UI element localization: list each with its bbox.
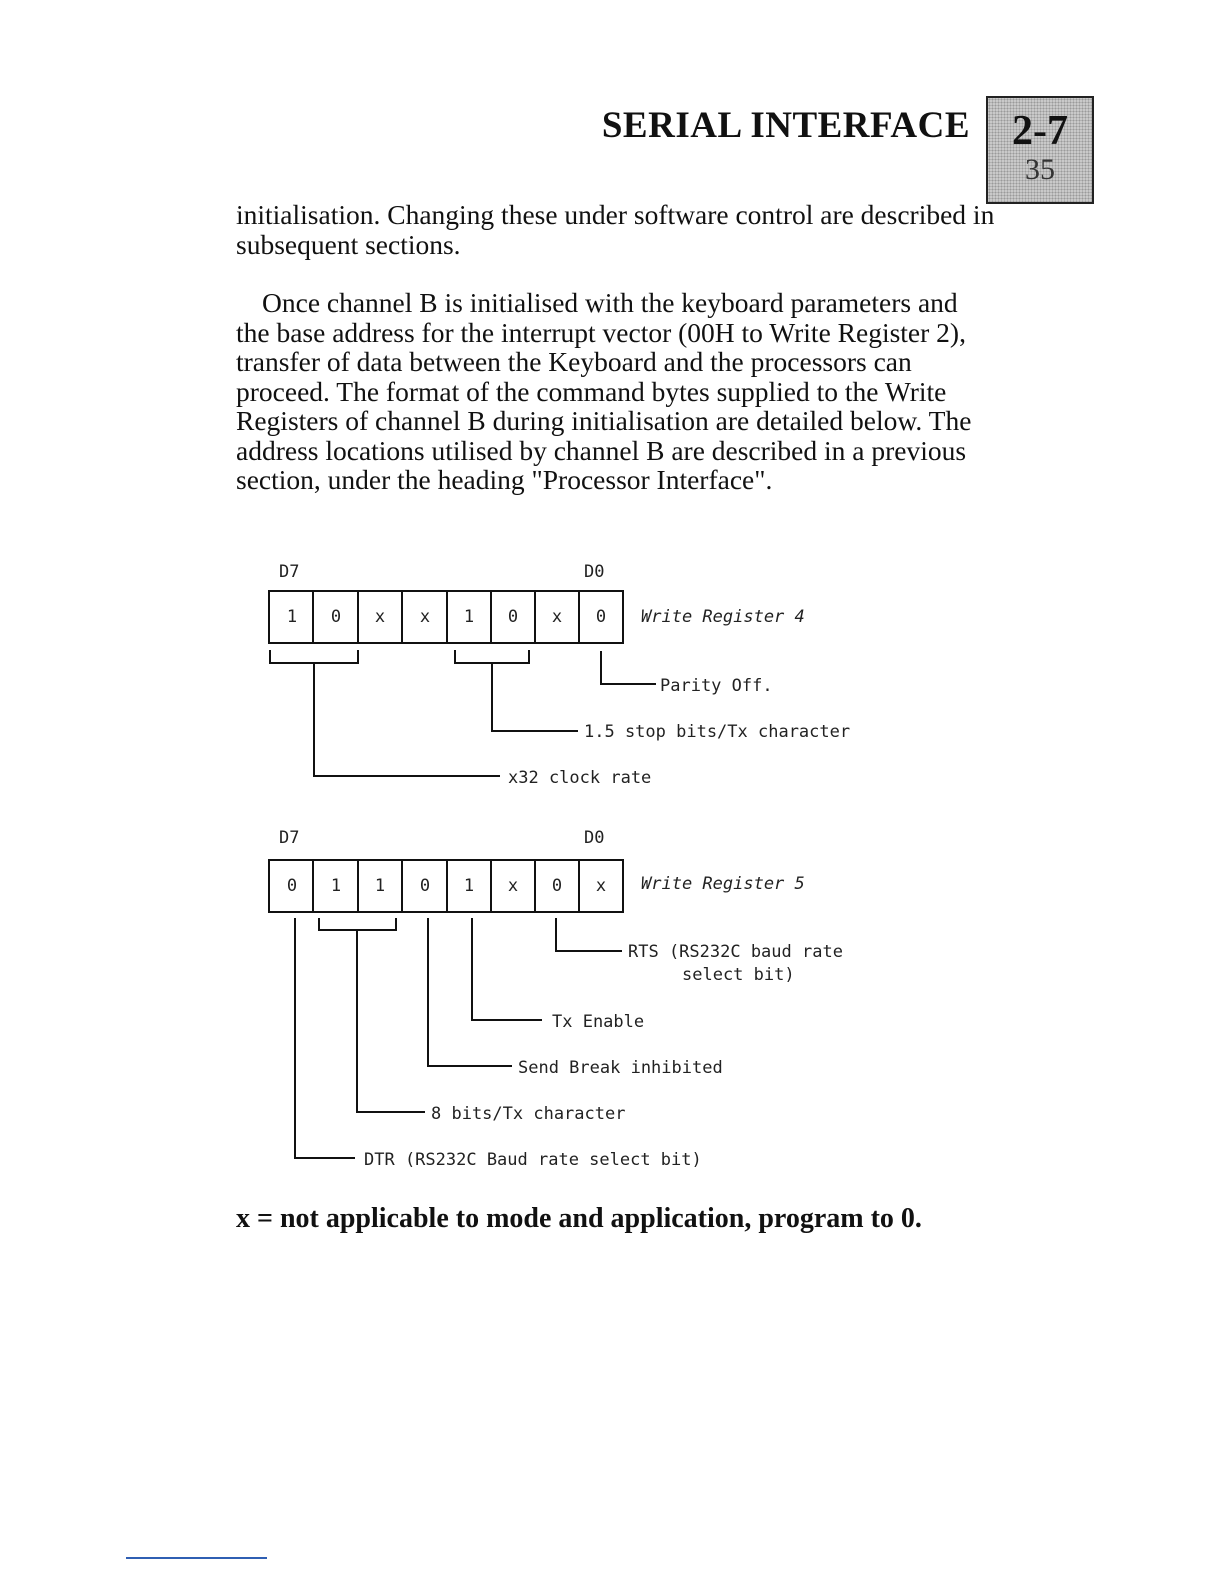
footnote-x-legend: x = not applicable to mode and application, program to 0. [236, 1203, 922, 1234]
wr5-bit-2: x [507, 876, 519, 896]
wr5-bit-4: 0 [419, 876, 431, 896]
wr4-annotation-stop-bits: 1.5 stop bits/Tx character [584, 722, 851, 742]
wr5-annotation-rts: RTS (RS232C baud rate [628, 942, 843, 962]
wr4-bit-3: 1 [463, 607, 475, 627]
page-number: 35 [1025, 153, 1055, 186]
wr5-bit-1: 0 [551, 876, 563, 896]
wr4-register-label: Write Register 4 [641, 607, 805, 627]
wr5-annotation-send-break: Send Break inhibited [518, 1058, 723, 1078]
wr4-bit-6: 0 [330, 607, 342, 627]
wr5-msb-label: D7 [279, 828, 300, 848]
wr4-lsb-label: D0 [584, 562, 605, 582]
wr5-lsb-label: D0 [584, 828, 605, 848]
wr5-bit-6: 1 [330, 876, 342, 896]
section-number: 2-7 [1012, 108, 1068, 154]
wr5-register-label: Write Register 5 [641, 874, 805, 894]
wr5-annotation-tx-enable: Tx Enable [552, 1012, 645, 1032]
wr4-bit-5: x [374, 607, 386, 627]
wr4-bit-0: 0 [595, 607, 607, 627]
wr4-bit-2: 0 [507, 607, 519, 627]
wr4-bit-4: x [419, 607, 431, 627]
wr4-bit-7: 1 [286, 607, 298, 627]
wr5-bit-5: 1 [374, 876, 386, 896]
wr5-annotation-bits-per-char: 8 bits/Tx character [431, 1104, 626, 1124]
wr5-bit-7: 0 [286, 876, 298, 896]
wr5-bit-3: 1 [463, 876, 475, 896]
paragraph-channel-b: Once channel B is initialised with the keyboard parameters and the base address for the interrupt vector (00H to Write Register 2), transfer of data between the Keyboard and the processors can proceed. The format of the command bytes supplied to the Write Registers of channel B during initialisation are detailed below. The address locations utilised by channel B are described in a previous section, under the heading "Processor Interface". [236, 287, 972, 495]
page-title: SERIAL INTERFACE [601, 105, 970, 146]
wr4-annotation-clock-rate: x32 clock rate [508, 768, 652, 788]
wr5-annotation-dtr: DTR (RS232C Baud rate select bit) [364, 1150, 702, 1170]
wr4-msb-label: D7 [279, 562, 300, 582]
footer-rule [126, 1557, 267, 1559]
wr4-bit-1: x [551, 607, 563, 627]
paragraph-continued: initialisation. Changing these under software control are described in subsequent sections. [236, 199, 995, 260]
wr4-annotation-parity: Parity Off. [660, 676, 773, 696]
wr5-bit-0: x [595, 876, 607, 896]
wr5-annotation-rts-cont: select bit) [682, 965, 795, 985]
